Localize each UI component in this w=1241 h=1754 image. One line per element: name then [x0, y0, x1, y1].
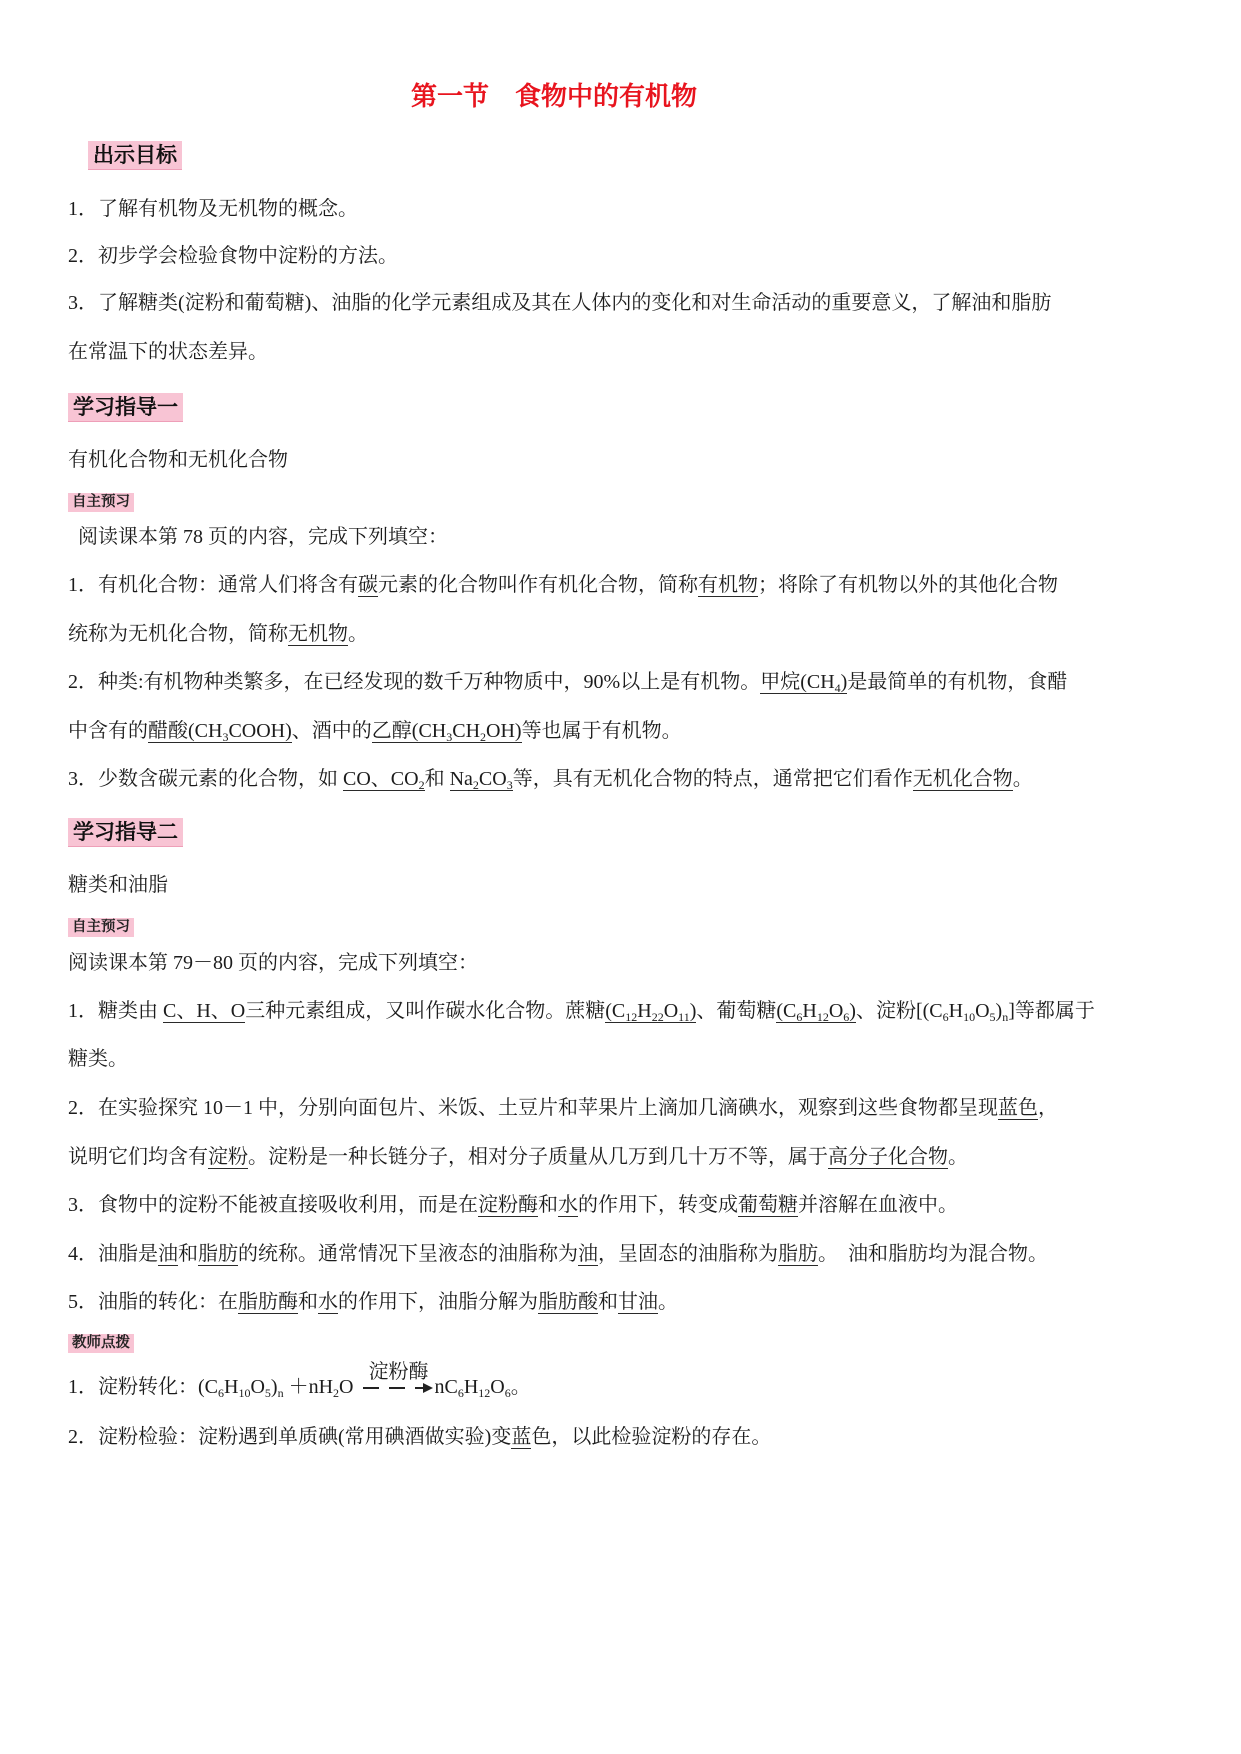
preview-label: 自主预习 [68, 493, 134, 512]
answer-text: CO [478, 768, 507, 790]
text-run: 1．了解有机物及无机物的概念。 [68, 198, 358, 220]
underlined-answer [478, 1194, 538, 1217]
answer-text: O [828, 1000, 844, 1022]
text-run: (C [198, 1376, 218, 1398]
fill-item-continued [68, 1142, 968, 1172]
answer-text: (C [605, 1000, 626, 1022]
text-run: 1．糖类由 [68, 1000, 163, 1022]
underlined-answer [558, 1194, 578, 1217]
guide-topic: 有机化合物和无机化合物 [68, 449, 288, 471]
fill-item-continued [68, 619, 368, 649]
underlined-answer [828, 1146, 948, 1169]
text-run: 4．油脂是 [68, 1243, 158, 1265]
reaction-arrow [363, 1361, 433, 1398]
underlined-answer [343, 768, 425, 791]
text-run: 和 [538, 1194, 558, 1216]
text-run: O [975, 1000, 990, 1022]
text-run: 3．少数含碳元素的化合物，如 [68, 768, 343, 790]
text-run: O [490, 1376, 505, 1398]
answer-text: O [663, 1000, 679, 1022]
answer-text: 葡萄糖 [738, 1194, 798, 1216]
text-run: 等，具有无机化合物的特点，通常把它们看作 [512, 768, 913, 790]
answer-text: ) [849, 1000, 856, 1022]
text-run: 3．食物中的淀粉不能被直接吸收利用，而是在 [68, 1194, 478, 1216]
answer-text: 脂肪 [778, 1243, 818, 1265]
text-run: 三种元素组成，又叫作碳水化合物。蔗糖 [245, 1000, 606, 1022]
arrow-right-icon [363, 1387, 424, 1389]
subscript: 2 [418, 778, 425, 792]
subscript: 10 [238, 1386, 251, 1400]
answer-text: 蓝色 [998, 1097, 1038, 1119]
subscript: 2 [480, 730, 487, 744]
fill-item-continued [68, 716, 682, 746]
answer-text: 脂肪酶 [238, 1291, 298, 1313]
page-title: 第一节 食物中的有机物 [410, 82, 697, 112]
answer-text: 无机化合物 [912, 768, 1013, 790]
fill-item [68, 667, 1067, 697]
text-run: 和 [598, 1291, 618, 1313]
text-run: 5．油脂的转化：在 [68, 1291, 238, 1313]
text-run: 。 [510, 1376, 531, 1398]
text-run: O [250, 1376, 265, 1398]
underlined-answer [148, 720, 292, 743]
text-run: 元素的化合物叫作有机化合物，简称 [378, 574, 698, 596]
underlined-answer [538, 1291, 598, 1314]
subscript: 6 [942, 1010, 949, 1024]
subscript: 6 [843, 1010, 850, 1024]
text-run: 色，以此检验淀粉的存在。 [531, 1426, 772, 1448]
answer-text: 油 [578, 1243, 598, 1265]
underlined-answer [605, 1000, 696, 1023]
answer-text: COOH) [228, 720, 292, 742]
underlined-answer [738, 1194, 798, 1217]
reading-instruction: 阅读课本第 79－80 页的内容，完成下列填空： [68, 952, 478, 974]
text-run: 3．了解糖类(淀粉和葡萄糖)、油脂的化学元素组成及其在人体内的变化和对生命活动的重要意义，了解油和脂肪 [68, 292, 1052, 314]
underlined-answer [288, 623, 348, 646]
answer-text: 乙醇(CH [371, 720, 447, 742]
text-run: 并溶解在血液中。 [798, 1194, 958, 1216]
text-run: ]等都属于 [1008, 1000, 1095, 1022]
subscript: 6 [218, 1386, 224, 1400]
answer-text: 水 [558, 1194, 578, 1216]
underlined-answer [198, 1243, 238, 1266]
objective-item [68, 194, 358, 224]
text-run: 中含有的 [68, 720, 148, 742]
answer-text: 甘油 [618, 1291, 658, 1313]
text-run: ，呈固态的油脂称为 [598, 1243, 778, 1265]
subscript: 10 [963, 1010, 976, 1024]
subscript: 11 [678, 1010, 690, 1024]
underlined-answer [158, 1243, 178, 1266]
underlined-answer [208, 1146, 248, 1169]
answer-text: 油 [158, 1243, 178, 1265]
text-run: 的统称。通常情况下呈液态的油脂称为 [238, 1243, 578, 1265]
underlined-answer [618, 1291, 658, 1314]
text-run: 是最简单的有机物，食醋 [847, 671, 1068, 693]
fill-item [68, 1239, 1048, 1269]
text-run: 糖类。 [68, 1048, 128, 1070]
text-run: 2．初步学会检验食物中淀粉的方法。 [68, 245, 398, 267]
answer-text: (C [776, 1000, 797, 1022]
subscript: n [277, 1386, 284, 1400]
answer-text: 脂肪 [198, 1243, 238, 1265]
text-run: ) [995, 1000, 1003, 1022]
objective-item [68, 241, 398, 271]
underlined-answer [511, 1426, 531, 1449]
subscript: 6 [457, 1386, 464, 1400]
section-label-guide-2: 学习指导二 [68, 818, 183, 847]
answer-text: H [802, 1000, 817, 1022]
reaction-condition: 淀粉酶 [368, 1361, 429, 1384]
text-run: 2．淀粉检验：淀粉遇到单质碘(常用碘酒做实验)变 [68, 1426, 512, 1448]
underlined-answer [698, 574, 758, 597]
guide-topic: 糖类和油脂 [68, 874, 168, 896]
answer-text: OH) [486, 720, 522, 742]
teacher-tips-label: 教师点拨 [68, 1334, 134, 1353]
underlined-answer [358, 574, 378, 597]
text-run: 。 [658, 1291, 678, 1313]
subscript: 12 [625, 1010, 638, 1024]
text-run: 。 [348, 623, 368, 645]
text-run: 的作用下，转变成 [578, 1194, 738, 1216]
answer-text: CH [452, 720, 481, 742]
answer-text: 无机物 [288, 623, 348, 645]
text-run: 2．种类:有机物种类繁多，在已经发现的数千万种物质中，90%以上是有机物。 [68, 671, 761, 693]
section-label-objectives: 出示目标 [88, 141, 182, 170]
text-run: 等也属于有机物。 [521, 720, 682, 742]
underlined-answer [450, 768, 513, 791]
subscript: 6 [796, 1010, 803, 1024]
text-run: H [224, 1376, 239, 1398]
subscript: n [1002, 1010, 1009, 1024]
text-run: 。 [1012, 768, 1033, 790]
underlined-answer [318, 1291, 338, 1314]
text-run: ＋nH [283, 1376, 334, 1398]
fill-item-continued [68, 1044, 128, 1074]
subscript: 12 [478, 1386, 491, 1400]
fill-item [68, 1190, 958, 1220]
fill-item [68, 764, 1033, 794]
answer-text: 脂肪酸 [538, 1291, 598, 1313]
text-run: H [948, 1000, 964, 1022]
subscript: 3 [446, 730, 453, 744]
answer-text: C、H、O [163, 1000, 246, 1022]
text-run: 2．在实验探究 10－1 中，分别向面包片、米饭、土豆片和苹果片上滴加几滴碘水，观察到这些食物都呈现 [68, 1097, 998, 1119]
text-run: 、淀粉[(C [855, 1000, 943, 1022]
text-run: 。 [948, 1146, 968, 1168]
text-run: ) [270, 1376, 278, 1398]
text-run: 和 [424, 768, 450, 790]
answer-text: ) [840, 671, 848, 693]
answer-text: ) [689, 1000, 697, 1022]
underlined-answer [372, 720, 522, 743]
underlined-answer [776, 1000, 856, 1023]
underlined-answer [998, 1097, 1038, 1120]
text-run: nC [434, 1376, 458, 1398]
section-label-guide-1: 学习指导一 [68, 393, 183, 422]
text-run: ， [1038, 1097, 1058, 1119]
text-run: 1．有机化合物：通常人们将含有 [68, 574, 358, 596]
answer-text: 水 [318, 1291, 338, 1313]
subscript: 3 [506, 778, 513, 792]
underlined-answer [778, 1243, 818, 1266]
tip-item [68, 1422, 771, 1452]
answer-text: CO、CO [343, 768, 419, 790]
text-run: 和 [178, 1243, 198, 1265]
answer-text: Na [449, 768, 473, 790]
answer-text: 高分子化合物 [828, 1146, 948, 1168]
text-run: 在常温下的状态差异。 [68, 341, 268, 363]
underlined-answer [760, 671, 847, 694]
underlined-answer [238, 1291, 298, 1314]
text-run: 。淀粉是一种长链分子，相对分子质量从几万到几十万不等，属于 [248, 1146, 828, 1168]
text-run: H [463, 1376, 479, 1398]
text-run: O [339, 1376, 354, 1398]
text-run: 1．淀粉转化： [68, 1376, 198, 1398]
answer-text: 碳 [358, 574, 378, 596]
fill-item [68, 1287, 678, 1317]
subscript: 6 [504, 1386, 511, 1400]
answer-text: H [637, 1000, 652, 1022]
objective-item-continued [68, 337, 268, 367]
answer-text: 醋酸(CH [148, 720, 223, 742]
text-run: 、酒中的 [291, 720, 372, 742]
subscript: 12 [816, 1010, 829, 1024]
fill-item [68, 996, 1095, 1026]
text-run: 的作用下，油脂分解为 [338, 1291, 538, 1313]
subscript: 3 [222, 730, 229, 744]
subscript: 2 [472, 778, 479, 792]
answer-text: 蓝 [511, 1426, 532, 1448]
subscript: 22 [651, 1010, 664, 1024]
text-run: 统称为无机化合物，简称 [68, 623, 288, 645]
underlined-answer [578, 1243, 598, 1266]
text-run: 说明它们均含有 [68, 1146, 208, 1168]
answer-text: 淀粉 [208, 1146, 248, 1168]
subscript: 5 [264, 1386, 271, 1400]
answer-text: 有机物 [698, 574, 758, 596]
fill-item [68, 570, 1058, 600]
preview-label: 自主预习 [68, 918, 134, 937]
subscript: 4 [834, 681, 841, 695]
text-run: ；将除了有机物以外的其他化合物 [758, 574, 1058, 596]
answer-text: 甲烷(CH [760, 671, 835, 693]
text-run: 和 [298, 1291, 318, 1313]
tip-item-equation [68, 1361, 531, 1402]
text-run: 、葡萄糖 [696, 1000, 777, 1022]
answer-text: 淀粉酶 [478, 1194, 538, 1216]
reading-instruction: 阅读课本第 78 页的内容，完成下列填空： [78, 526, 448, 548]
underlined-answer [913, 768, 1013, 791]
subscript: 5 [989, 1010, 996, 1024]
objective-item [68, 288, 1051, 318]
text-run: 。 油和脂肪均为混合物。 [818, 1243, 1048, 1265]
underlined-answer [163, 1000, 245, 1023]
fill-item [68, 1093, 1058, 1123]
subscript: 2 [333, 1386, 340, 1400]
